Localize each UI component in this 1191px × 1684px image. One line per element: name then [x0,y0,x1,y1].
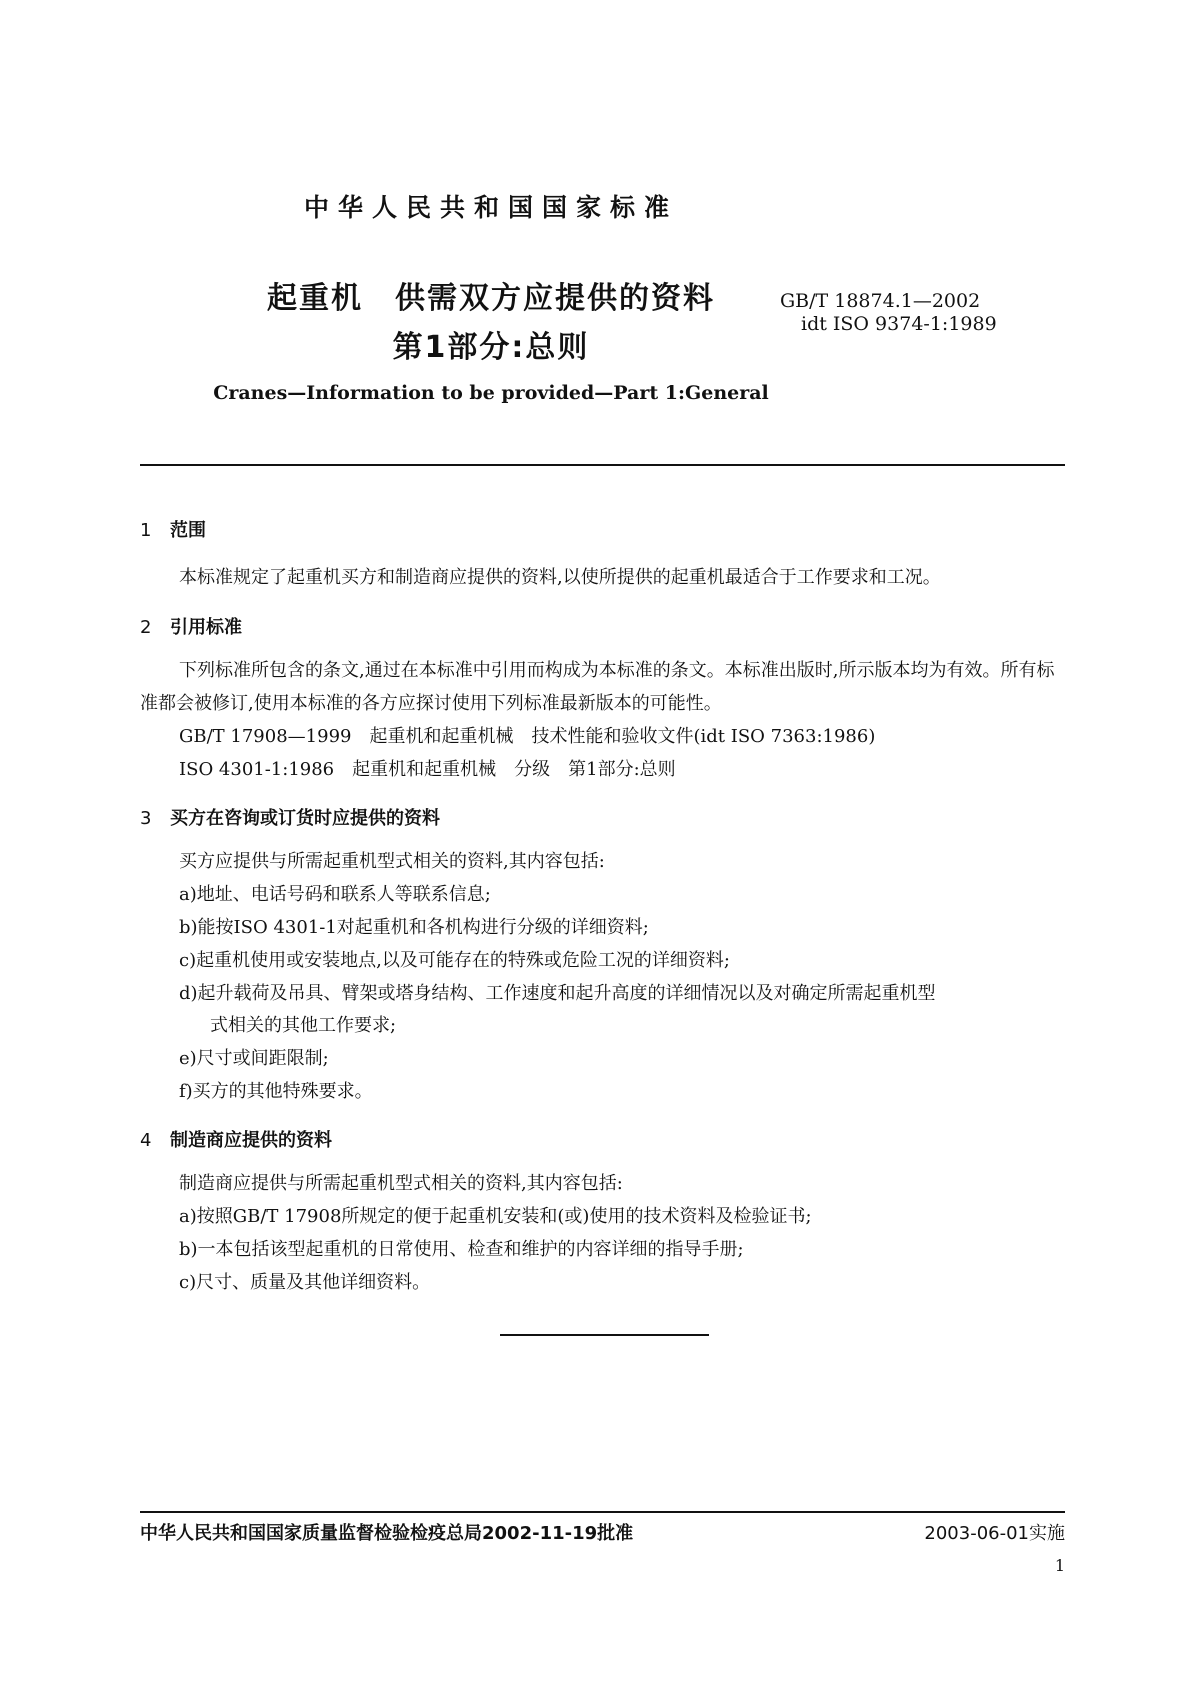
section-3-item-d: d)起升载荷及吊具、臂架或塔身结构、工作速度和起升高度的详细情况以及对确定所需起重机型 [179,983,936,1004]
section-3-item-c: c)起重机使用或安装地点,以及可能存在的特殊或危险工况的详细资料; [179,950,730,971]
header-divider [140,464,1065,466]
page-number: 1 [1054,1556,1065,1575]
section-3-item-d-continued: 式相关的其他工作要求; [210,1015,397,1036]
english-title: Cranes—Information to be provided—Part 1:General [213,382,769,404]
section-1-number: 1 [140,520,152,541]
section-1-heading [140,516,206,542]
section-3-item-b: b)能按ISO 4301-1对起重机和各机构进行分级的详细资料; [179,917,649,938]
document-title-line1: 起重机 供需双方应提供的资料 [267,281,715,316]
national-standard-heading: 中华人民共和国国家标准 [303,193,678,222]
section-2-heading [140,613,242,639]
section-4-heading [140,1126,332,1152]
section-4-title: 制造商应提供的资料 [170,1130,332,1151]
section-2-number: 2 [140,617,152,638]
section-4-item-a: a)按照GB/T 17908所规定的便于起重机安装和(或)使用的技术资料及检验证书; [179,1206,812,1227]
standard-code: GB/T 18874.1—2002 [780,290,981,312]
document-title-line2: 第1部分:总则 [392,330,590,365]
section-1-paragraph: 本标准规定了起重机买方和制造商应提供的资料,以使所提供的起重机最适合于工作要求和工况。 [179,567,941,588]
section-3-intro: 买方应提供与所需起重机型式相关的资料,其内容包括: [179,851,605,872]
footer-divider [140,1511,1065,1513]
section-3-number: 3 [140,808,152,829]
end-of-text-rule [500,1334,709,1336]
section-2-reference-2: ISO 4301-1:1986 起重机和起重机械 分级 第1部分:总则 [179,759,676,780]
standard-idt: idt ISO 9374-1:1989 [801,313,997,335]
section-3-item-a: a)地址、电话号码和联系人等联系信息; [179,884,491,905]
section-2-title: 引用标准 [170,617,242,638]
section-4-item-b: b)一本包括该型起重机的日常使用、检查和维护的内容详细的指导手册; [179,1239,744,1260]
section-2-paragraph: 下列标准所包含的条文,通过在本标准中引用而构成为本标准的条文。本标准出版时,所示版本均为有效。所有标准都会被修订,使用本标准的各方应探讨使用下列标准最新版本的可能性。 [140,660,1055,714]
section-3-item-f: f)买方的其他特殊要求。 [179,1081,373,1102]
section-3-title: 买方在咨询或订货时应提供的资料 [170,808,440,829]
section-1-title: 范围 [170,520,206,541]
section-4-item-c: c)尺寸、质量及其他详细资料。 [179,1272,431,1293]
implementation-date: 2003-06-01实施 [924,1523,1065,1544]
section-4-number: 4 [140,1130,152,1151]
section-3-item-e: e)尺寸或间距限制; [179,1048,329,1069]
section-3-heading [140,804,440,830]
section-2-reference-1: GB/T 17908—1999 起重机和起重机械 技术性能和验收文件(idt ISO 7363:1986) [179,726,876,747]
approval-statement: 中华人民共和国国家质量监督检验检疫总局2002-11-19批准 [140,1523,634,1544]
section-4-intro: 制造商应提供与所需起重机型式相关的资料,其内容包括: [179,1173,623,1194]
